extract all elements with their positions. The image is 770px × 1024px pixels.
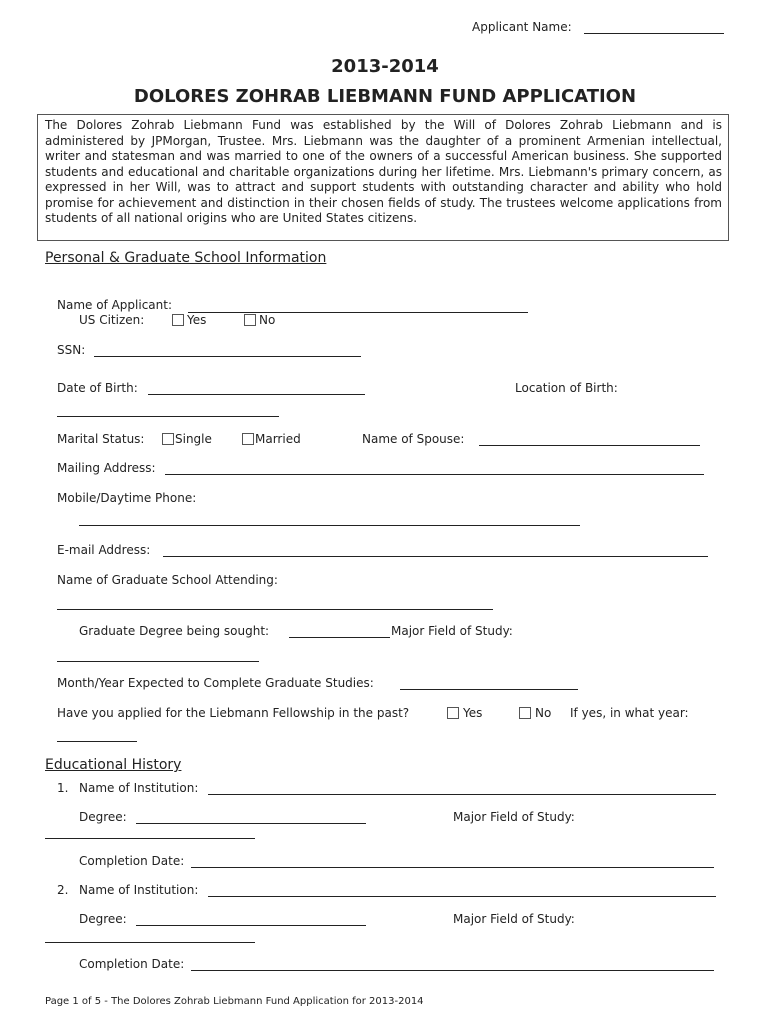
education-entry-2-completion-field[interactable] bbox=[191, 970, 714, 971]
intro-box bbox=[37, 114, 729, 241]
education-entry-1-institution-label: Name of Institution: bbox=[79, 781, 199, 795]
email-label: E-mail Address: bbox=[57, 543, 151, 557]
dob-field[interactable] bbox=[148, 394, 365, 395]
marital-single-checkbox[interactable] bbox=[162, 433, 174, 445]
applied-yes-text: Yes bbox=[463, 706, 483, 720]
marital-married-text: Married bbox=[255, 432, 301, 446]
if-yes-year-label: If yes, in what year: bbox=[570, 706, 689, 720]
applicant-full-name-field[interactable] bbox=[188, 312, 528, 313]
education-entry-1-institution-field[interactable] bbox=[208, 794, 716, 795]
applied-no-text: No bbox=[535, 706, 552, 720]
degree-sought-label: Graduate Degree being sought: bbox=[79, 624, 270, 638]
us-citizen-yes-option[interactable] bbox=[172, 313, 206, 327]
phone-field[interactable] bbox=[79, 525, 580, 526]
applied-yes-option[interactable] bbox=[447, 706, 482, 720]
if-yes-year-field[interactable] bbox=[57, 741, 137, 742]
applicant-name-label-2: Name of Applicant: bbox=[57, 298, 173, 312]
location-of-birth-label: Location of Birth: bbox=[515, 381, 618, 395]
marital-married-checkbox[interactable] bbox=[242, 433, 254, 445]
applicant-name-label: Applicant Name: bbox=[472, 20, 572, 34]
phone-label: Mobile/Daytime Phone: bbox=[57, 491, 197, 505]
education-entry-1-number: 1. bbox=[57, 781, 69, 795]
applicant-name-field[interactable] bbox=[584, 33, 724, 34]
education-entry-2-institution-field[interactable] bbox=[208, 896, 716, 897]
major-field-label: Major Field of Study: bbox=[391, 624, 513, 638]
us-citizen-yes-checkbox[interactable] bbox=[172, 314, 184, 326]
education-entry-2-degree-label: Degree: bbox=[79, 912, 127, 926]
expected-completion-field[interactable] bbox=[400, 689, 578, 690]
us-citizen-no-option[interactable] bbox=[244, 313, 275, 327]
expected-completion-label: Month/Year Expected to Complete Graduate Studies: bbox=[57, 676, 374, 690]
intro-text: The Dolores Zohrab Liebmann Fund was established by the Will of Dolores Zohrab Liebmann and is administered by JPMorgan, Trustee. Mrs. Liebmann was the daughter of a prominent Armenian intellectual, writer and statesman and was married to one of the owners of a successful American business. She supported students and educational and charitable organizations during her lifetime. Mrs. Liebmann's primary concern, as expressed in her Will, was to attract and support students with outstanding character and ability who hold promise for achievement and distinction in their chosen fields of study. The trustees welcome applications from students of all national origins who are United States citizens. bbox=[45, 118, 722, 225]
personal-heading: Personal & Graduate School Information bbox=[45, 250, 327, 266]
ssn-label: SSN: bbox=[57, 343, 86, 357]
us-citizen-no-checkbox[interactable] bbox=[244, 314, 256, 326]
us-citizen-no-text: No bbox=[259, 313, 276, 327]
education-entry-1-major-label: Major Field of Study: bbox=[453, 810, 575, 824]
applied-no-checkbox[interactable] bbox=[519, 707, 531, 719]
ssn-field[interactable] bbox=[94, 356, 361, 357]
applied-yes-checkbox[interactable] bbox=[447, 707, 459, 719]
marital-status-label: Marital Status: bbox=[57, 432, 145, 446]
education-entry-1-degree-label: Degree: bbox=[79, 810, 127, 824]
us-citizen-yes-text: Yes bbox=[187, 313, 207, 327]
us-citizen-label: US Citizen: bbox=[79, 313, 145, 327]
mailing-address-label: Mailing Address: bbox=[57, 461, 156, 475]
dob-label: Date of Birth: bbox=[57, 381, 138, 395]
mailing-address-field[interactable] bbox=[165, 474, 704, 475]
page-footer: Page 1 of 5 - The Dolores Zohrab Liebmann Fund Application for 2013-2014 bbox=[45, 996, 424, 1007]
marital-married-option[interactable] bbox=[242, 432, 301, 446]
form-year: 2013-2014 bbox=[331, 56, 439, 77]
education-entry-2-major-field[interactable] bbox=[45, 942, 255, 943]
education-entry-2-completion-label: Completion Date: bbox=[79, 957, 185, 971]
form-title: DOLORES ZOHRAB LIEBMANN FUND APPLICATION bbox=[133, 86, 637, 107]
education-entry-2-degree-field[interactable] bbox=[136, 925, 366, 926]
marital-single-text: Single bbox=[175, 432, 212, 446]
education-entry-2-major-label: Major Field of Study: bbox=[453, 912, 575, 926]
major-field-field[interactable] bbox=[57, 661, 259, 662]
education-entry-1-completion-field[interactable] bbox=[191, 867, 714, 868]
degree-sought-field[interactable] bbox=[289, 637, 390, 638]
education-entry-2-number: 2. bbox=[57, 883, 69, 897]
graduate-school-field[interactable] bbox=[57, 609, 493, 610]
education-entry-1-major-field[interactable] bbox=[45, 838, 255, 839]
education-heading: Educational History bbox=[45, 757, 182, 773]
applied-past-label: Have you applied for the Liebmann Fellowship in the past? bbox=[57, 706, 410, 720]
education-entry-1-degree-field[interactable] bbox=[136, 823, 366, 824]
graduate-school-label: Name of Graduate School Attending: bbox=[57, 573, 278, 587]
email-field[interactable] bbox=[163, 556, 708, 557]
spouse-label: Name of Spouse: bbox=[362, 432, 465, 446]
applied-no-option[interactable] bbox=[519, 706, 551, 720]
location-of-birth-field[interactable] bbox=[57, 416, 279, 417]
education-entry-1-completion-label: Completion Date: bbox=[79, 854, 185, 868]
marital-single-option[interactable] bbox=[162, 432, 212, 446]
spouse-field[interactable] bbox=[479, 445, 700, 446]
education-entry-2-institution-label: Name of Institution: bbox=[79, 883, 199, 897]
